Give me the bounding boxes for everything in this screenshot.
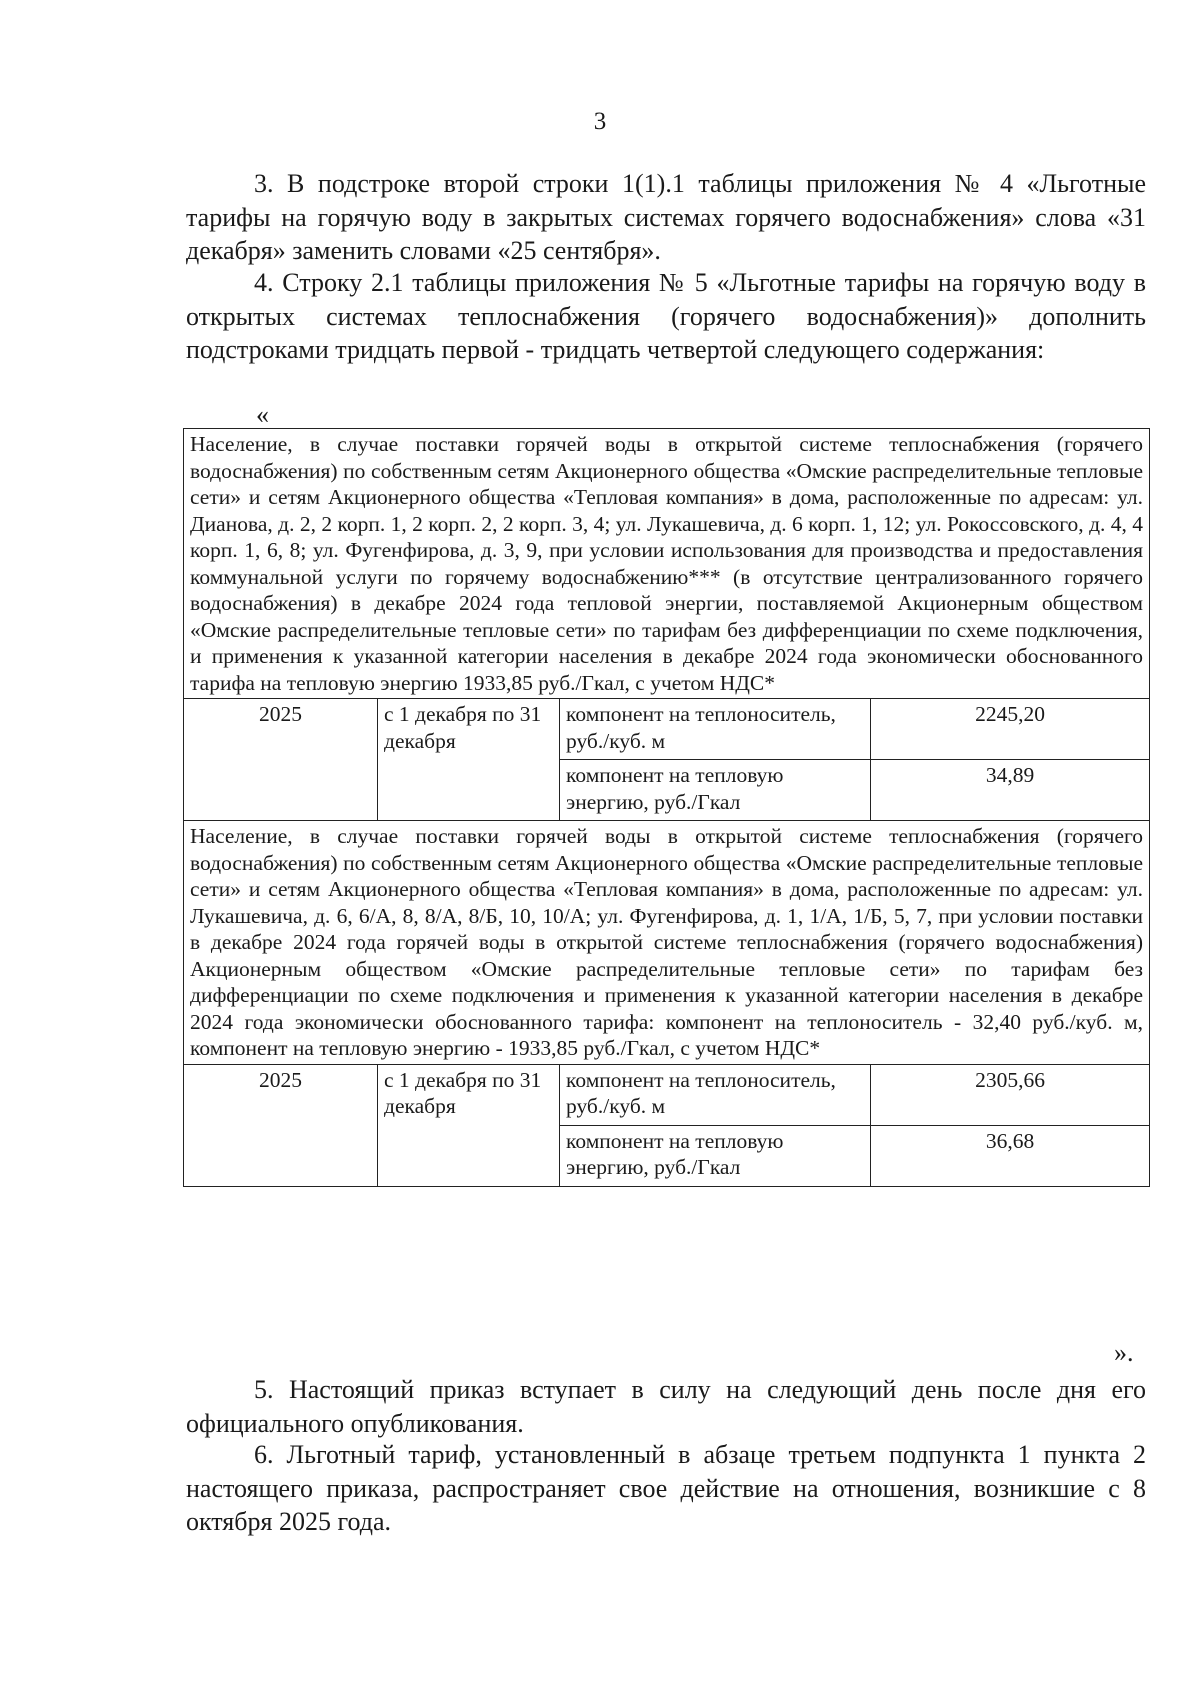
paragraph-4 [186,266,1146,367]
page-number: 3 [593,108,607,135]
group-2-year: 2025 [184,1064,378,1186]
table-row [184,1064,1150,1125]
tariff-table [183,428,1150,1187]
paragraph-3-text: 3. В подстроке второй строки 1(1).1 таблицы приложения № 4 «Льготные тарифы на горячую воду в закрытых системах горячего водоснабжения» слова «31 декабря» заменить словами «25 сентября». [186,169,1146,265]
table-row-description [184,821,1150,1065]
group-1-value-1: 2245,20 [871,699,1150,760]
group-2-component-2: компонент на тепловую энергию, руб./Гкал [560,1125,871,1186]
group-1-year: 2025 [184,699,378,821]
group-1-description: Население, в случае поставки горячей воды в открытой системе теплоснабжения (горячего водоснабжения) по собственным сетям Акционерного общества «Омские распределительные тепловые сети» и сетям Акционерного общества «Тепловая компания» в дома, расположенные по адресам: ул. Дианова, д. 2, 2 корп. 1, 2 корп. 2, 2 корп. 3, 4; ул. Лукашевича, д. 6 корп. 1, 12; ул. Рокоссовского, д. 4, 4 корп. 1, 6, 8; ул. Фугенфирова, д. 3, 9, при условии использования для производства и предоставления коммунальной услуги по горячему водоснабжению*** (в отсутствие централизованного горячего водоснабжения) в декабре 2024 года тепловой энергии, поставляемой Акционерным обществом «Омские распределительные тепловые сети» по тарифам без дифференциации по схеме подключения, и применения к указанной категории населения в декабре 2024 года экономически обоснованного тарифа на тепловую энергию 1933,85 руб./Гкал, с учетом НДС* [184,429,1150,699]
group-1-period: с 1 декабря по 31 декабря [378,699,560,821]
table-row-description [184,429,1150,699]
paragraph-3 [186,167,1146,268]
group-1-component-1: компонент на теплоноситель, руб./куб. м [560,699,871,760]
paragraph-6 [186,1438,1146,1539]
paragraph-4-text: 4. Строку 2.1 таблицы приложения № 5 «Льготные тарифы на горячую воду в открытых системах теплоснабжения (горячего водоснабжения)» дополнить подстроками тридцать первой - тридцать четвертой следующего содержания: [186,268,1146,364]
paragraph-5-text: 5. Настоящий приказ вступает в силу на следующий день после дня его официального опубликования. [186,1375,1146,1438]
table-row [184,699,1150,760]
group-2-period: с 1 декабря по 31 декабря [378,1064,560,1186]
group-1-value-2: 34,89 [871,760,1150,821]
group-2-component-1: компонент на теплоноситель, руб./куб. м [560,1064,871,1125]
close-quote: ». [1114,1338,1134,1367]
group-1-component-2: компонент на тепловую энергию, руб./Гкал [560,760,871,821]
group-2-description: Население, в случае поставки горячей воды в открытой системе теплоснабжения (горячего водоснабжения) по собственным сетям Акционерного общества «Омские распределительные тепловые сети» и сетям Акционерного общества «Тепловая компания» в дома, расположенные по адресам: ул. Лукашевича, д. 6, 6/А, 8, 8/А, 8/Б, 10, 10/А; ул. Фугенфирова, д. 1, 1/А, 1/Б, 5, 7, при условии поставки в декабре 2024 года горячей воды в открытой системе теплоснабжения (горячего водоснабжения) Акционерным обществом «Омские распределительные тепловые сети» по тарифам без дифференциации по схеме подключения и применения к указанной категории населения в декабре 2024 года экономически обоснованного тарифа: компонент на теплоноситель - 32,40 руб./куб. м, компонент на тепловую энергию - 1933,85 руб./Гкал, с учетом НДС* [184,821,1150,1065]
group-2-value-2: 36,68 [871,1125,1150,1186]
group-2-value-1: 2305,66 [871,1064,1150,1125]
paragraph-5 [186,1373,1146,1440]
paragraph-6-text: 6. Льготный тариф, установленный в абзаце третьем подпункта 1 пункта 2 настоящего приказа, распространяет свое действие на отношения, возникшие с 8 октября 2025 года. [186,1440,1146,1536]
open-quote: « [256,400,269,429]
